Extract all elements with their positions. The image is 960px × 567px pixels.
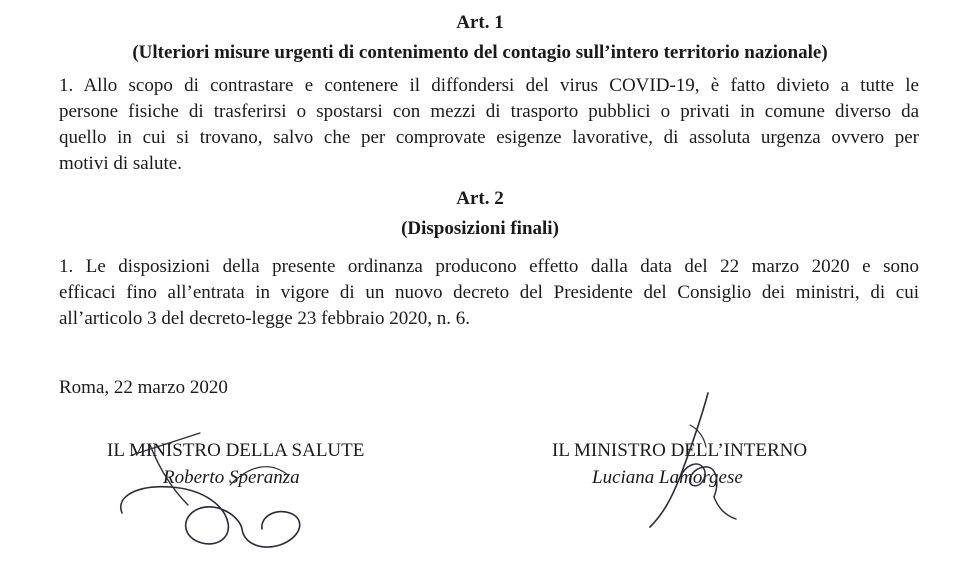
right-signatory-title: IL MINISTRO DELL’INTERNO (552, 440, 808, 461)
art2-title: (Disposizioni finali) (401, 218, 559, 239)
art1-line: motivi di salute. (59, 153, 182, 174)
art2-paragraph (59, 254, 919, 332)
right-signatory-name: Luciana Lamorgese (592, 467, 743, 488)
art1-line: quello in cui si trovano, salvo che per comprovate esigenze lavorative, di assoluta urgenza ovvero per (59, 127, 919, 148)
place-date: Roma, 22 marzo 2020 (59, 377, 228, 398)
art1-title: (Ulteriori misure urgenti di contenimento del contagio sull’intero territorio nazionale) (132, 42, 828, 63)
art1-paragraph (59, 73, 919, 177)
left-signatory-title: IL MINISTRO DELLA SALUTE (107, 440, 365, 461)
art1-line: persone fisiche di trasferirsi o spostarsi con mezzi di trasporto pubblici o privati in comune diverso da (59, 101, 919, 122)
art2-number: Art. 2 (456, 188, 504, 209)
art1-number: Art. 1 (456, 12, 504, 33)
art1-line: 1. Allo scopo di contrastare e contenere il diffondersi del virus COVID-19, è fatto divieto a tutte le (59, 75, 919, 96)
art2-line: efficaci fino all’entrata in vigore di un nuovo decreto del Presidente del Consiglio dei ministri, di cui (59, 282, 919, 303)
art2-line: all’articolo 3 del decreto-legge 23 febbraio 2020, n. 6. (59, 308, 470, 329)
art2-line: 1. Le disposizioni della presente ordinanza producono effetto dalla data del 22 marzo 2020 e sono (59, 256, 919, 277)
left-signatory-name: Roberto Speranza (163, 467, 300, 488)
